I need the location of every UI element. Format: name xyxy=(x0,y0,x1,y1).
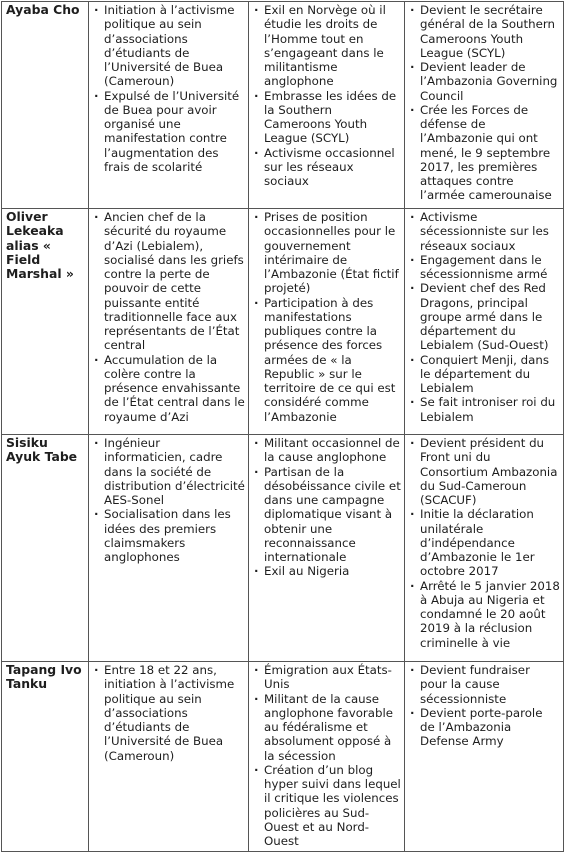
table-row xyxy=(2,209,564,435)
list-item: · Devient leader de l’Ambazonia Governing Council xyxy=(409,60,560,103)
list-item: · Militant occasionnel de la cause anglophone xyxy=(253,436,401,465)
list-item: · Accumulation de la colère contre la présence envahissante de l’État central dans le royaume d’Azi xyxy=(93,353,245,424)
phase-1-cell xyxy=(89,209,249,435)
phase-3-cell xyxy=(405,209,564,435)
list-item: · Devient porte-parole de l’Ambazonia Defense Army xyxy=(409,706,560,749)
phase-3-cell xyxy=(405,435,564,662)
list-item: · Devient président du Front uni du Consortium Ambazonia du Sud-Cameroun (SCACUF) xyxy=(409,436,560,507)
list-item: · Militant de la cause anglophone favorable au fédéralisme et absolument opposé à la sécession xyxy=(253,692,401,763)
list-item: · Exil au Nigeria xyxy=(253,564,401,578)
person-name: Oliver Lekeaka alias « Field Marshal » xyxy=(2,209,89,435)
list-item: · Crée les Forces de défense de l’Ambazonie qui ont mené, le 9 septembre 2017, les premières attaques contre l’armée camerounaise xyxy=(409,103,560,203)
table-row xyxy=(2,435,564,662)
list-item: · Initiation à l’activisme politique au sein d’associations d’étudiants de l’Université de Buea (Cameroun) xyxy=(93,3,245,89)
list-item: · Devient fundraiser pour la cause sécessionniste xyxy=(409,663,560,706)
list-item: · Socialisation dans les idées des premiers claimsmakers anglophones xyxy=(93,507,245,564)
person-name: Sisiku Ayuk Tabe xyxy=(2,435,89,662)
list-item: · Se fait introniser roi du Lebialem xyxy=(409,395,560,424)
list-item: · Création d’un blog hyper suivi dans lequel il critique les violences policières au Sud-Ouest et au Nord-Ouest xyxy=(253,763,401,849)
list-item: · Activisme occasionnel sur les réseaux sociaux xyxy=(253,146,401,189)
person-name: Ayaba Cho xyxy=(2,2,89,209)
list-item: · Ingénieur informaticien, cadre dans la société de distribution d’électricité AES-Sonel xyxy=(93,436,245,507)
trajectories-table xyxy=(1,1,564,852)
list-item: · Embrasse les idées de la Southern Cameroons Youth League (SCYL) xyxy=(253,89,401,146)
phase-1-cell xyxy=(89,662,249,852)
list-item: · Devient le secrétaire général de la Southern Cameroons Youth League (SCYL) xyxy=(409,3,560,60)
list-item: · Expulsé de l’Université de Buea pour avoir organisé une manifestation contre l’augmentation des frais de scolarité xyxy=(93,89,245,175)
table-row xyxy=(2,2,564,209)
list-item: · Devient chef des Red Dragons, principal groupe armé dans le département du Lebialem (Sud-Ouest) xyxy=(409,281,560,352)
list-item: · Arrêté le 5 janvier 2018 à Abuja au Nigeria et condamné le 20 août 2019 à la réclusion criminelle à vie xyxy=(409,579,560,650)
phase-3-cell xyxy=(405,2,564,209)
list-item: · Conquiert Menji, dans le département du Lebialem xyxy=(409,353,560,396)
list-item: · Participation à des manifestations publiques contre la présence des forces armées de « la Republic » sur le territoire de ce qui est considéré comme l’Ambazonie xyxy=(253,296,401,424)
list-item: · Ancien chef de la sécurité du royaume d’Azi (Lebialem), socialisé dans les griefs contre la perte de pouvoir de cette puissante entité traditionnelle face aux représentants de l’État central xyxy=(93,210,245,353)
phase-3-cell xyxy=(405,662,564,852)
list-item: · Prises de position occasionnelles pour le gouvernement intérimaire de l’Ambazonie (État fictif projeté) xyxy=(253,210,401,296)
phase-2-cell xyxy=(249,662,405,852)
phase-1-cell xyxy=(89,435,249,662)
phase-2-cell xyxy=(249,435,405,662)
phase-1-cell xyxy=(89,2,249,209)
list-item: · Initie la déclaration unilatérale d’indépendance d’Ambazonie le 1er octobre 2017 xyxy=(409,507,560,578)
person-name: Tapang Ivo Tanku xyxy=(2,662,89,852)
list-item: · Entre 18 et 22 ans, initiation à l’activisme politique au sein d’associations d’étudiants de l’Université de Buea (Cameroun) xyxy=(93,663,245,763)
table-row xyxy=(2,662,564,852)
phase-2-cell xyxy=(249,209,405,435)
list-item: · Engagement dans le sécessionnisme armé xyxy=(409,253,560,282)
list-item: · Partisan de la désobéissance civile et dans une campagne diplomatique visant à obtenir une reconnaissance internationale xyxy=(253,465,401,565)
list-item: · Émigration aux États-Unis xyxy=(253,663,401,692)
phase-2-cell xyxy=(249,2,405,209)
list-item: · Activisme sécessionniste sur les réseaux sociaux xyxy=(409,210,560,253)
list-item: · Exil en Norvège où il étudie les droits de l’Homme tout en s’engageant dans le militantisme anglophone xyxy=(253,3,401,89)
